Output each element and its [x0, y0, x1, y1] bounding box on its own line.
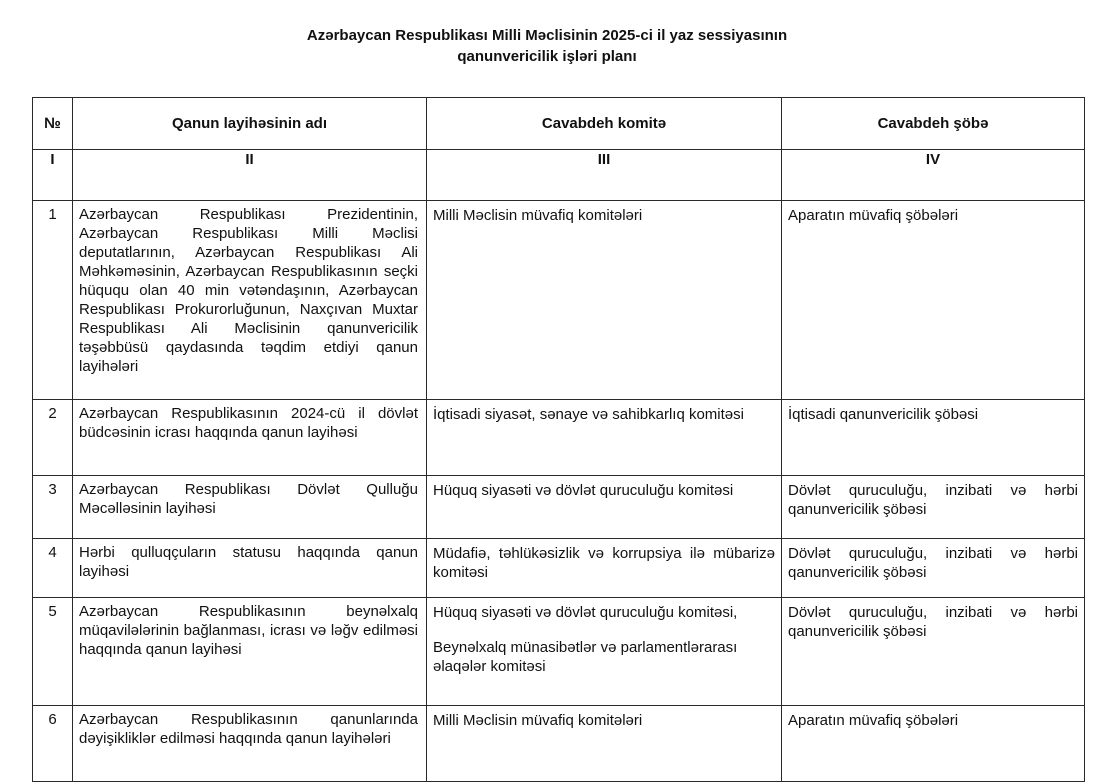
header-no: №	[33, 98, 73, 150]
law-name: Azərbaycan Respublikasının beynəlxalq müqavilələrinin bağlanması, icrası və ləğv edilməsi haqqında qanun layihəsi	[73, 598, 427, 706]
row-number: 3	[33, 476, 73, 539]
law-name: Azərbaycan Respublikasının qanunlarında dəyişikliklər edilməsi haqqında qanun layihələri	[73, 706, 427, 782]
department-name: Dövlət quruculuğu, inzibati və hərbi qanunvericilik şöbəsi	[782, 539, 1085, 598]
row-number: 5	[33, 598, 73, 706]
row-number: 1	[33, 201, 73, 400]
document-title	[0, 25, 1094, 67]
table-row	[33, 598, 1085, 706]
column-number-1: I	[33, 150, 73, 201]
law-name: Hərbi qulluqçuların statusu haqqında qanun layihəsi	[73, 539, 427, 598]
committee-cell	[427, 476, 782, 539]
committee-cell	[427, 400, 782, 476]
law-name: Azərbaycan Respublikasının 2024-cü il dövlət büdcəsinin icrası haqqında qanun layihəsi	[73, 400, 427, 476]
committee-name: Milli Məclisin müvafiq komitələri	[433, 207, 643, 224]
department-name: Dövlət quruculuğu, inzibati və hərbi qanunvericilik şöbəsi	[782, 476, 1085, 539]
committee-name: Hüquq siyasəti və dövlət quruculuğu komitəsi,	[433, 604, 738, 621]
committee-name: İqtisadi siyasət, sənaye və sahibkarlıq komitəsi	[433, 406, 744, 423]
column-number-2: II	[73, 150, 427, 201]
department-name: Dövlət quruculuğu, inzibati və hərbi qanunvericilik şöbəsi	[782, 598, 1085, 706]
department-name: İqtisadi qanunvericilik şöbəsi	[782, 400, 1085, 476]
committee-cell	[427, 539, 782, 598]
committee-name: Milli Məclisin müvafiq komitələri	[433, 712, 643, 729]
header-department: Cavabdeh şöbə	[782, 98, 1085, 150]
committee-name: Beynəlxalq münasibətlər və parlamentlərarası əlaqələr komitəsi	[433, 639, 738, 675]
row-number: 2	[33, 400, 73, 476]
column-number-3: III	[427, 150, 782, 201]
legislative-plan-table	[32, 97, 1085, 782]
row-number: 6	[33, 706, 73, 782]
table-row	[33, 400, 1085, 476]
title-line-1: Azərbaycan Respublikası Milli Məclisinin 2025-ci il yaz sessiyasının	[306, 27, 788, 44]
committee-cell	[427, 706, 782, 782]
committee-name: Müdafiə, təhlükəsizlik və korrupsiya ilə mübarizə komitəsi	[433, 545, 775, 581]
law-name: Azərbaycan Respublikası Dövlət Qulluğu Məcəlləsinin layihəsi	[73, 476, 427, 539]
table-row	[33, 201, 1085, 400]
header-committee: Cavabdeh komitə	[427, 98, 782, 150]
roman-numeral-row	[33, 150, 1085, 201]
row-number: 4	[33, 539, 73, 598]
committee-name: Hüquq siyasəti və dövlət quruculuğu komitəsi	[433, 482, 734, 499]
header-name: Qanun layihəsinin adı	[73, 98, 427, 150]
header-row	[33, 98, 1085, 150]
table-row	[33, 476, 1085, 539]
committee-cell	[427, 201, 782, 400]
department-name: Aparatın müvafiq şöbələri	[782, 201, 1085, 400]
title-line-2: qanunvericilik işləri planı	[457, 48, 637, 65]
table-row	[33, 539, 1085, 598]
law-name: Azərbaycan Respublikası Prezidentinin, Azərbaycan Respublikası Milli Məclisi deputatlarının, Azərbaycan Respublikası Ali Məhkəməsinin, Azərbaycan Respublikasının seçki hüququ olan 40 min vətəndaşının, Azərbaycan Respublikası Prokurorluğunun, Naxçıvan Muxtar Respublikası Ali Məclisinin qanunvericilik təşəbbüsü qaydasında təqdim etdiyi qanun layihələri	[73, 201, 427, 400]
committee-cell	[427, 598, 782, 706]
column-number-4: IV	[782, 150, 1085, 201]
table-row	[33, 706, 1085, 782]
department-name: Aparatın müvafiq şöbələri	[782, 706, 1085, 782]
